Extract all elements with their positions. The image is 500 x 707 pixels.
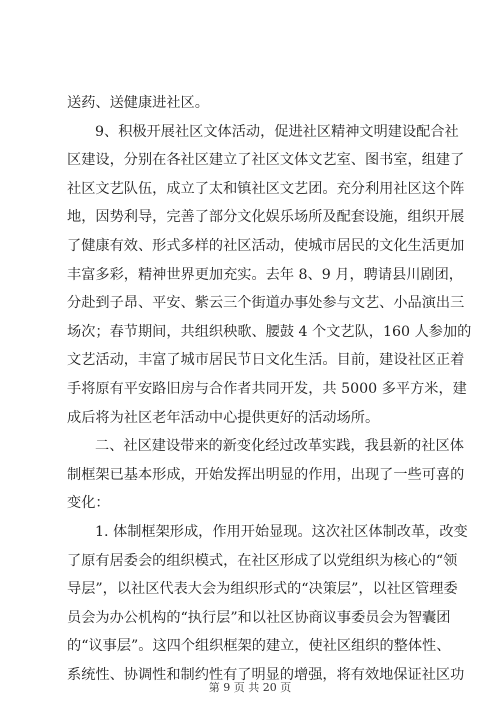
text-line: 分赴到子昂、平安、紫云三个街道办事处参与文艺、小品演出三 — [67, 295, 465, 312]
text-line: 了原有居委会的组织模式，在社区形成了以党组织为核心的“领 — [67, 552, 458, 569]
text-line: 员会为办公机构的“执行层”和以社区协商议事委员会为智囊团 — [67, 609, 451, 626]
text-line: 送药、送健康进社区。 — [67, 95, 209, 111]
text-line: 二、社区建设带来的新变化经过改革实践，我县新的社区体 — [95, 438, 464, 455]
text-line: 社区文艺队伍，成立了太和镇社区文艺团。充分利用社区这个阵 — [67, 180, 465, 197]
page-footer: 第 9 页 共 20 页 — [208, 681, 292, 694]
text-line: 系统性、协调性和制约性有了明显的增强，将有效地保证社区功 — [67, 666, 465, 683]
body-text — [67, 89, 472, 689]
text-line: 场次；春节期间，共组织秧歌、腰鼓 4 个文艺队，160 人参加的 — [67, 323, 472, 340]
text-line: 变化： — [67, 495, 110, 512]
text-line: 导层”，以社区代表大会为组织形式的“决策层”，以社区管理委 — [67, 581, 458, 598]
text-line: 手将原有平安路旧房与合作者共同开发，共 5000 多平方米，建 — [67, 380, 467, 397]
text-line: 区建设，分别在各社区建立了社区文体文艺室、图书室，组建了 — [67, 152, 465, 169]
text-line: 成后将为社区老年活动中心提供更好的活动场所。 — [67, 409, 380, 426]
text-line: 的“议事层”。这四个组织框架的建立，使社区组织的整体性、 — [67, 638, 451, 655]
text-line: 了健康有效、形式多样的社区活动，使城市居民的文化生活更加 — [67, 237, 465, 254]
text-line: 丰富多彩，精神世界更加充实。去年 8、9 月，聘请县川剧团， — [67, 266, 463, 283]
text-line: 制框架已基本形成，开始发挥出明显的作用，出现了一些可喜的 — [67, 466, 465, 483]
text-line: 地，因势利导，完善了部分文化娱乐场所及配套设施，组织开展 — [67, 209, 465, 226]
text-line: 9、积极开展社区文体活动，促进社区精神文明建设配合社 — [95, 123, 459, 140]
text-line: 1. 体制框架形成，作用开始显现。这次社区体制改革，改变 — [95, 523, 468, 540]
text-line: 文艺活动，丰富了城市居民节日文化生活。目前，建设社区正着 — [67, 352, 465, 369]
